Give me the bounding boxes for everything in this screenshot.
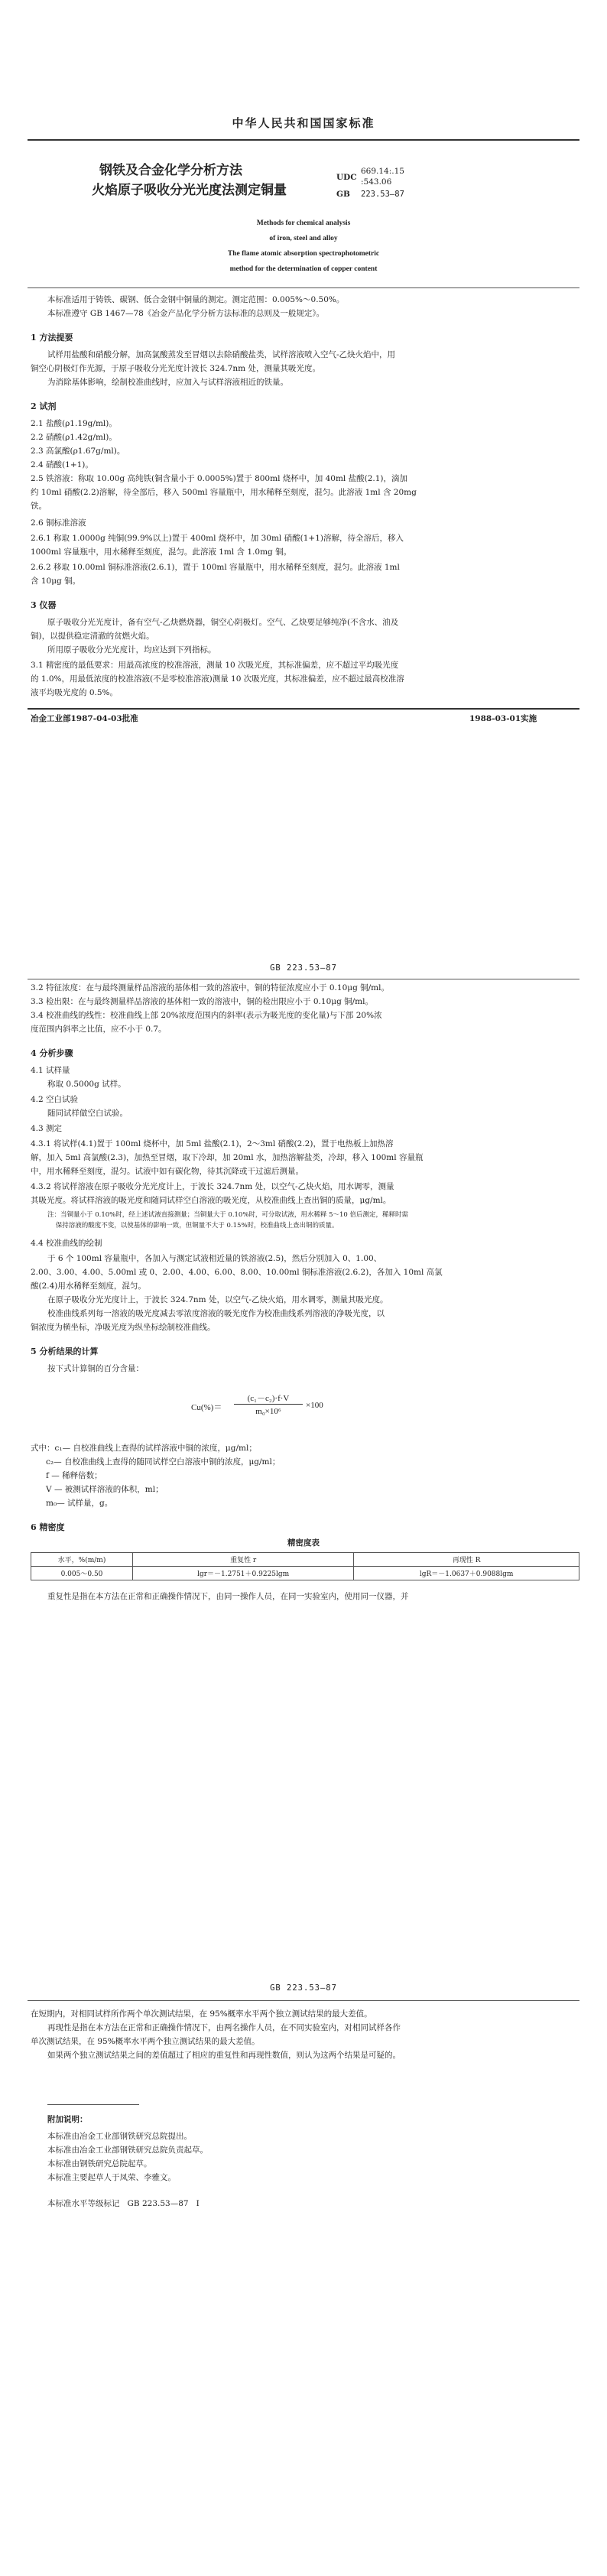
table-header-cell: 重复性 r [133,1553,354,1567]
reagent-item: 2.2 硝酸(ρ1.42g/ml)。 [31,433,117,442]
section-1-line: 为消除基体影响，绘制校准曲线时，应加入与试样溶液相近的铁量。 [47,378,288,387]
title-rule [28,287,579,288]
section-3-1-line: 液平均吸光度的 0.5%。 [31,688,118,697]
reagent-iron-solution: 约 10ml 硝酸(2.2)溶解，待全部后，移入 500ml 容量瓶中，用水稀释至刻度，混匀。此溶液 1ml 含 20mg [31,488,417,497]
section-3-line: 原子吸收分光光度计，备有空气-乙炔燃烧器，铜空心阴极灯。空气、乙炔要足够纯净(不含水、油及 [47,618,399,627]
footer-rule [28,708,579,710]
reagent-item: 2.1 盐酸(ρ1.19g/ml)。 [31,419,117,428]
table-header-cell: 水平，%(m/m) [31,1553,133,1567]
section-4-2-text: 随同试样做空白试验。 [47,1109,128,1118]
udc-value2: :543.06 [361,177,392,187]
section-4-4-line: 校准曲线系列每一溶液的吸光度减去零浓度溶液的吸光度作为校准曲线系列溶液的净吸光度，以 [47,1309,385,1318]
repeatability-definition: 重复性是指在本方法在正常和正确操作情况下，由同一操作人员，在同一实验室内，使用同一仪器，并 [47,1592,409,1601]
formula-variable: 式中：c₁— 自校准曲线上查得的试样溶液中铜的浓度，μg/ml； [31,1444,257,1453]
item-3-4: 度范围内斜率之比值，应不小于 0.7。 [31,1025,167,1034]
implementation-date: 1988-03-01实施 [469,714,537,723]
section-4-3-1-line: 解，加入 5ml 高氯酸(2.3)，加热至冒烟，取下冷却，加 20ml 水，加热溶解盐类，冷却，移入 100ml 容量瓶 [31,1153,424,1162]
precision-definition-line: 再现性是指在本方法在正常和正确操作情况下，由两名操作人员，在不同实验室内，对相同试样各作 [47,2023,401,2032]
section-4-heading: 4 分析步骤 [31,1048,73,1058]
english-title [0,216,607,277]
formula-numerator: (c₁－c₂)·f·V [234,1392,303,1405]
english-title-line: Methods for chemical analysis [256,219,351,227]
table-cell: 0.005～0.50 [31,1567,133,1580]
reagent-copper-standard-a: 2.6.1 称取 1.0000g 纯铜(99.9%以上)置于 400ml 烧杯中，加 30ml 硝酸(1+1)溶解，待全溶后，移入 [31,534,404,543]
doc-title-line2: 火焰原子吸收分光光度法测定铜量 [92,183,287,198]
reagent-iron-solution: 铁。 [31,502,47,511]
intro-scope: 本标准适用于铸铁、碳钢、低合金钢中铜量的测定。测定范围：0.005%～0.50%。 [47,295,345,304]
section-4-4-line: 于 6 个 100ml 容量瓶中，各加入与测定试液相近量的铁溶液(2.5)，然后分别加入 0、1.00、 [47,1254,382,1263]
precision-definition-line: 在短期内，对相同试样所作两个单次测试结果，在 95%概率水平两个独立测试结果的最大差值。 [31,2009,372,2019]
additional-note: 本标准由钢铁研究总院起草。 [47,2159,152,2168]
reagent-copper-standard-b: 2.6.2 移取 10.00ml 铜标准溶液(2.6.1)，置于 100ml 容量瓶中，用水稀释至刻度，混匀。此溶液 1ml [31,563,400,572]
standard-level-mark: 本标准水平等级标记 GB 223.53—87 Ⅰ [47,2199,200,2208]
section-6-heading: 6 精密度 [31,1522,65,1532]
section-4-4-line: 酸(2.4)用水稀释至刻度，混匀。 [31,1282,146,1291]
udc-value1: 669.14:.15 [361,167,404,176]
section-5-heading: 5 分析结果的计算 [31,1346,99,1356]
section-1-line: 铜空心阴极灯作光源，于原子吸收分光光度计波长 324.7nm 处，测量其吸光度。 [31,364,320,373]
section-4-3-1-line: 中，用水稀释至刻度，混匀。试液中如有碳化物，待其沉降或干过滤后测量。 [31,1167,304,1176]
section-4-4-line: 2.00、3.00、4.00、5.00ml 或 0、2.00、4.00、6.00、8.00、10.00ml 铜标准溶液(2.6.2)，各加入 10ml 高氯 [31,1268,443,1277]
section-3-line: 铜)，以提供稳定清澈的贫燃火焰。 [31,632,154,641]
header-rule [28,139,579,141]
section-3-1-line: 的 1.0%，用最低浓度的校准溶液(不是零校准溶液)测量 10 次吸光度，其标准偏差，应不超过最高校准溶 [31,674,404,684]
section-4-2-heading: 4.2 空白试验 [31,1095,79,1104]
english-title-line: of iron, steel and alloy [269,235,338,242]
precision-definition-line: 单次测试结果，在 95%概率水平两个独立测试结果的最大差值。 [31,2037,260,2046]
table-cell: lgr＝－1.2751＋0.9225lgm [133,1567,354,1580]
table-cell: lgR＝－1.0637＋0.9088lgm [354,1567,579,1580]
section-4-3-1-line: 4.3.1 将试样(4.1)置于 100ml 烧杯中，加 5ml 盐酸(2.1)，2～3ml 硝酸(2.2)，置于电热板上加热溶 [31,1139,394,1148]
section-4-1-text: 称取 0.5000g 试样。 [47,1080,126,1089]
udc-label: UDC [336,173,357,182]
formula-variable: V — 被测试样溶液的体积，ml； [31,1485,164,1494]
english-title-line: method for the determination of copper content [229,265,378,273]
section-3-line: 所用原子吸收分光光度计，均应达到下列指标。 [47,645,216,655]
additional-note: 本标准主要起草人于凤荣、李雅文。 [47,2173,176,2182]
additional-note: 本标准由冶金工业部钢铁研究总院提出。 [47,2132,192,2141]
approval-date: 冶金工业部1987-04-03批准 [31,714,138,723]
item-3-4: 3.4 校准曲线的线性：校准曲线上部 20%浓度范围内的斜率(表示为吸光度的变化量)与下部 20%浓 [31,1011,382,1020]
section-1-line: 试样用盐酸和硝酸分解，加高氯酸蒸发至冒烟以去除硝酸盐类，试样溶液喷入空气-乙炔火焰中，用 [47,350,396,359]
gb-number: 223.53—87 [361,190,404,199]
reagent-item: 2.4 硝酸(1+1)。 [31,460,93,469]
page-2-header: GB 223.53—87 [270,963,337,973]
section-4-3-note: 保持溶液的酸度不变，以使基体的影响一致，但铜量不大于 0.15%时，校准曲线上查出铜的质量。 [47,1222,339,1230]
table-header-row [31,1553,579,1567]
reagent-copper-standard-a: 1000ml 容量瓶中，用水稀释至刻度，混匀。此溶液 1ml 含 1.0mg 铜。 [31,547,292,557]
section-4-3-2-line: 4.3.2 将试样溶液在原子吸收分光光度计上，于波长 324.7nm 处，以空气-乙炔火焰，用水调零，测量 [31,1182,394,1191]
section-4-3-2-line: 其吸光度。将试样溶液的吸光度和随同试样空白溶液的吸光度，从校准曲线上查出铜的质量，μg/ml。 [31,1196,391,1205]
section-4-4-heading: 4.4 校准曲线的绘制 [31,1239,102,1248]
page-3-header: GB 223.53—87 [270,1983,337,1993]
item-3-2: 3.2 特征浓度：在与最终测量样品溶液的基体相一致的溶液中，铜的特征浓度应小于 0.10μg 铜/ml。 [31,983,389,992]
table-header-cell: 再现性 R [354,1553,579,1567]
additional-note: 本标准由冶金工业部钢铁研究总院负责起草。 [47,2146,208,2155]
additional-notes-rule [47,2104,139,2105]
formula-denominator: m₀×10⁶ [255,1407,281,1416]
doc-title-line1: 钢铁及合金化学分析方法 [99,163,242,178]
formula-variable: f — 稀释倍数； [31,1471,102,1480]
formula-variable: m₀— 试样量，g。 [31,1499,113,1508]
national-standard-title: 中华人民共和国国家标准 [232,116,375,130]
section-5-intro: 按下式计算铜的百分含量： [47,1364,144,1373]
precision-table-caption: 精密度表 [287,1538,320,1548]
section-4-4-line: 在原子吸收分光光度计上，于波长 324.7nm 处，以空气-乙炔火焰，用水调零，测量其吸光度。 [47,1295,388,1304]
section-1-heading: 1 方法提要 [31,333,73,343]
formula-variable: c₂— 自校准曲线上查得的随同试样空白溶液中铜的浓度，μg/ml； [31,1457,281,1467]
section-3-1-line: 3.1 精密度的最低要求：用最高浓度的校准溶液，测量 10 次吸光度，其标准偏差，应不超过平均吸光度 [31,661,399,670]
table-row [31,1567,579,1580]
formula-lhs: Cu(%)＝ [191,1403,222,1412]
english-title-line: The flame atomic absorption spectrophotometric [227,250,380,258]
reagent-copper-standard-heading: 2.6 铜标准溶液 [31,518,86,528]
section-4-1-heading: 4.1 试样量 [31,1066,70,1075]
section-4-3-note: 注：当铜量小于 0.10%时，经上述试液直接测量；当铜量大于 0.10%时，可分取试液，用水稀释 5～10 倍后测定，稀释时需 [47,1211,409,1219]
precision-definition-line: 如果两个独立测试结果之间的差值超过了相应的重复性和再现性数值，则认为这两个结果是可疑的。 [47,2051,401,2060]
section-4-3-heading: 4.3 测定 [31,1124,63,1133]
reagent-iron-solution: 2.5 铁溶液：称取 10.00g 高纯铁(铜含量小于 0.0005%)置于 800ml 烧杯中，加 40ml 盐酸(2.1)，滴加 [31,474,408,483]
gb-label: GB [336,190,350,199]
section-3-heading: 3 仪器 [31,600,57,610]
formula-tail: ×100 [306,1401,323,1410]
precision-table [31,1552,579,1580]
reagent-copper-standard-b: 含 10μg 铜。 [31,577,81,586]
section-4-4-line: 铜浓度为横坐标，净吸光度为纵坐标绘制校准曲线。 [31,1323,216,1332]
item-3-3: 3.3 检出限：在与最终测量样品溶液的基体相一致的溶液中，铜的检出限应小于 0.10μg 铜/ml。 [31,997,373,1006]
reagent-item: 2.3 高氯酸(ρ1.67g/ml)。 [31,447,125,456]
page-3-header-rule [28,2000,579,2001]
additional-notes-heading: 附加说明： [47,2115,88,2124]
intro-compliance: 本标准遵守 GB 1467—78《冶金产品化学分析方法标准的总则及一般规定》。 [47,309,325,318]
section-2-heading: 2 试剂 [31,401,57,411]
